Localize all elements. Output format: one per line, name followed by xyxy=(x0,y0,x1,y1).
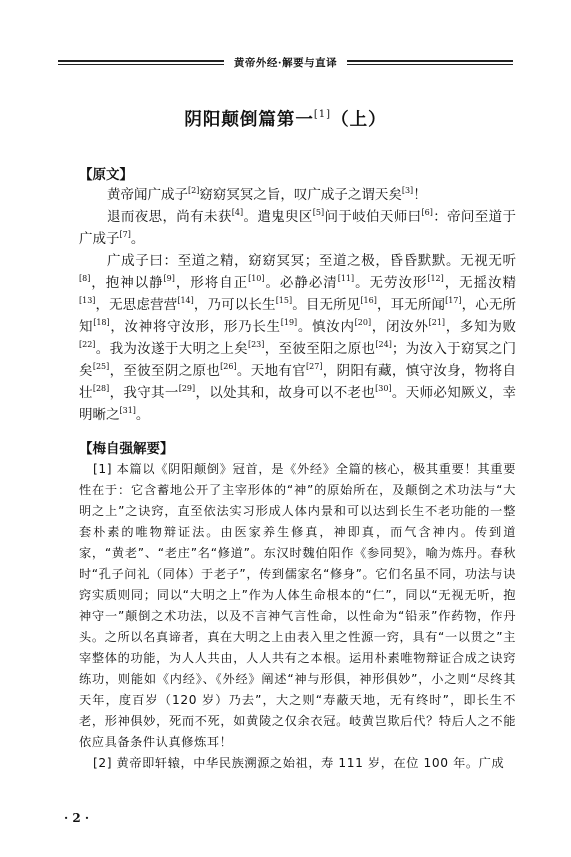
chapter-note-ref: [1] xyxy=(313,109,332,120)
text-run: 窈窈冥冥之旨，叹广成子之谓天矣 xyxy=(199,187,402,203)
chapter-title-text: 阴阳颠倒篇第一 xyxy=(184,110,314,130)
footnote-ref: [11] xyxy=(337,274,355,283)
text-run: ，无思虑营营 xyxy=(95,297,178,313)
running-header xyxy=(58,54,513,70)
footnote-ref: [8] xyxy=(79,274,91,283)
footnote-ref: [29] xyxy=(178,384,196,393)
footnote-ref: [9] xyxy=(163,274,175,283)
page-number: · 2 · xyxy=(64,811,90,825)
footnote-ref: [6] xyxy=(421,208,433,217)
original-paragraph xyxy=(79,250,516,426)
footnote-ref: [3] xyxy=(401,186,414,195)
chapter-title xyxy=(0,106,571,131)
footnote-ref: [15] xyxy=(275,296,293,305)
text-run: ，阴阳有藏，慎守汝身，物将自壮 xyxy=(79,363,517,401)
footnote-ref: [24] xyxy=(375,340,392,349)
text-run: ，以处其和，故身可以不老也 xyxy=(195,385,376,401)
text-run: ，闭汝外 xyxy=(371,319,429,335)
text-run: ，心无所知 xyxy=(79,297,517,335)
original-heading: 【原文】 xyxy=(79,167,133,183)
explanation-paragraph: [1] 本篇以《阴阳颠倒》冠首，是《外经》全篇的核心，极其重要！其重要性在于：它含蓄地公开了主宰形体的“神”的原始所在，及颠倒之术功法与“大明之上”之诀窍，直至依法实习形成人体内景和可以达到长生不老功能的一整套朴素的唯物辩证法。由医家养生修真，神即真，而气含神内。传到道家，“黄老”、“老庄”名“修道”。东汉时魏伯阳作《参同契》，喻为炼丹。春秋时“孔子问礼（同体）于老子”，传到儒家名“修身”。它们名虽不同，功法与诀窍实质则同；同以“大明之上”作为人体生命根本的“仁”，同以“无视无听，抱神守一”颠倒之术功法，以及不言神气言性命，以性命为“铅汞”作药物，作丹头。之所以名真谛者，真在大明之上由表入里之性源一窍，具有“一以贯之”主宰整体的功能，为人人共由，人人共有之本根。运用朴素唯物辩证合成之诀窍练功，则能如《内经》、《外经》阐述“神与形俱，神形俱妙”，小之则“尽终其天年，度百岁（120 岁）乃去”，大之则“寿蔽天地，无有终时”，即长生不老，形神俱妙，死而不死，如黄陵之仅余衣冠。岐黄岂欺后代？特后人之不能依应具备条件认真修炼耳！ xyxy=(79,462,516,749)
explanation-text xyxy=(79,459,516,774)
footnote-ref: [30] xyxy=(375,384,392,393)
text-run: 问于岐伯天师曰 xyxy=(324,209,422,225)
footnote-ref: [2] xyxy=(188,186,200,195)
footnote-ref: [21] xyxy=(428,318,446,327)
text-run: ：帝问至道于广成子 xyxy=(79,209,517,247)
footnote-ref: [18] xyxy=(93,318,110,327)
text-run: ，耳无所闻 xyxy=(376,297,446,313)
footnote-ref: [14] xyxy=(177,296,194,305)
footnote-ref: [25] xyxy=(92,362,110,371)
explanation-paragraph: [2] 黄帝即轩辕，中华民族溯源之始祖，寿 111 岁，在位 100 年。广成 xyxy=(93,756,505,770)
footnote-ref: [5] xyxy=(312,208,325,217)
text-run: 黄帝闻广成子 xyxy=(107,187,188,203)
footnote-ref: [27] xyxy=(306,362,323,371)
footnote-ref: [10] xyxy=(248,274,265,283)
footnote-ref: [22] xyxy=(79,340,96,349)
footnote-ref: [28] xyxy=(92,384,110,393)
text-run: ，汝神将守汝形，形乃长生 xyxy=(109,319,281,335)
text-run: ，至彼至阳之原也 xyxy=(264,341,376,357)
text-run: 。无劳汝形 xyxy=(354,275,428,291)
text-run: ，乃可以长生 xyxy=(193,297,276,313)
text-run: ！ xyxy=(413,187,427,203)
text-run: 。 xyxy=(135,407,150,423)
chapter-part: （上） xyxy=(331,110,387,130)
text-run: ；为汝入于窈冥之门矣 xyxy=(79,341,517,379)
original-paragraph xyxy=(79,206,516,250)
footnote-ref: [19] xyxy=(280,318,298,327)
text-run: 。天师必知厥义，幸明晰之 xyxy=(79,385,517,423)
footnote-ref: [31] xyxy=(119,406,136,415)
explanation-heading: 【梅自强解要】 xyxy=(79,441,174,457)
footnote-ref: [4] xyxy=(231,208,244,217)
text-run: 。 xyxy=(130,231,145,247)
footnote-ref: [7] xyxy=(119,230,131,239)
original-paragraph xyxy=(79,184,516,206)
footnote-ref: [12] xyxy=(427,274,444,283)
footnote-ref: [17] xyxy=(445,296,462,305)
footnote-ref: [20] xyxy=(354,318,372,327)
text-run: ，无摇汝精 xyxy=(443,275,517,291)
text-run: ，形将自正 xyxy=(174,275,249,291)
text-run: 。慎汝内 xyxy=(297,319,355,335)
text-run: 。必静必清 xyxy=(264,275,338,291)
text-run: ，至彼至阴之原也 xyxy=(109,363,221,379)
running-title: 黄帝外经·解要与直译 xyxy=(224,55,347,70)
text-run: 。我为汝遂于大明之上矣 xyxy=(95,341,248,357)
text-run: ，抱神以静 xyxy=(90,275,164,291)
footnote-ref: [13] xyxy=(79,296,96,305)
text-run: 退而夜思，尚有未获 xyxy=(107,209,232,225)
text-run: 广成子曰：至道之精，窈窈冥冥；至道之极，昏昏默默。无视无听 xyxy=(107,253,516,269)
footnote-ref: [26] xyxy=(220,362,237,371)
text-run: ，多知为败 xyxy=(445,319,517,335)
footnote-ref: [23] xyxy=(247,340,265,349)
text-run: 。天地有官 xyxy=(236,363,307,379)
footnote-ref: [16] xyxy=(360,296,377,305)
original-text xyxy=(79,184,516,426)
text-run: 。目无所见 xyxy=(292,297,361,313)
text-run: ，我守其一 xyxy=(109,385,179,401)
text-run: 。遣鬼臾区 xyxy=(243,209,313,225)
